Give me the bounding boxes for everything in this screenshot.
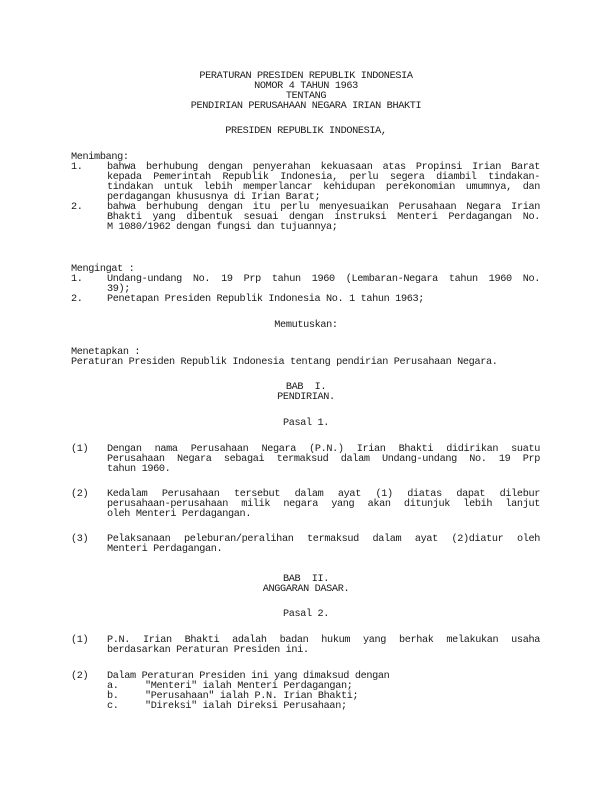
bab2-heading: BAB II. <box>282 574 330 585</box>
mengingat-1-num: 1. <box>71 274 83 285</box>
mengingat-1-line: Undang-undang No. 19 Prp tahun 1960 (Lembaran-Negara tahun 1960 No. <box>107 274 540 285</box>
bab2-title: ANGGARAN DASAR. <box>262 584 350 595</box>
pasal2-ayat2-sub-b-text: "Perusahaan" ialah P.N. Irian Bhakti; <box>145 691 359 702</box>
bab1-heading: BAB I. <box>285 382 327 393</box>
menimbang-1-line: perdagangan khususnya di Irian Barat; <box>107 192 321 203</box>
menimbang-1-num: 1. <box>71 162 83 173</box>
menimbang-2-num: 2. <box>71 202 83 213</box>
mengingat-2-num: 2. <box>71 294 83 305</box>
pasal2-ayat2-line: Dalam Peraturan Presiden ini yang dimaksud dengan <box>107 671 390 682</box>
pasal2-ayat2-sub-a-num: a. <box>107 681 119 692</box>
pasal1-ayat3-line: Menteri Perdagangan. <box>107 544 223 555</box>
pasal2-ayat1-num: (1) <box>71 635 89 646</box>
menimbang-1-line: tindakan untuk lebih memperlancar kehidupan perekonomian umumnya, dan <box>107 182 540 193</box>
pasal2-ayat2-sub-c-text: "Direksi" ialah Direksi Perusahaan; <box>145 701 347 712</box>
pasal2-ayat2-sub-a-text: "Menteri" ialah Menteri Perdagangan; <box>145 681 353 692</box>
pasal2-ayat2-sub-c-num: c. <box>107 701 119 712</box>
pasal1-ayat3-line: Pelaksanaan peleburan/peralihan termaksud dalam ayat (2)diatur oleh <box>107 534 540 545</box>
menimbang-label: Menimbang: <box>71 152 129 163</box>
mengingat-1-line: 39); <box>107 284 131 295</box>
menetapkan-label: Menetapkan : <box>71 347 141 358</box>
pasal2-ayat2-num: (2) <box>71 671 89 682</box>
pasal1-ayat2-num: (2) <box>71 489 89 500</box>
menetapkan-text: Peraturan Presiden Republik Indonesia tentang pendirian Perusahaan Negara. <box>71 357 498 368</box>
pasal1-ayat2-line: Kedalam Perusahaan tersebut dalam ayat (1) diatas dapat dilebur <box>107 489 540 500</box>
menimbang-1-line: kepada Pemerintah Republik Indonesia, perlu segera diambil tindakan- <box>107 172 540 183</box>
pasal1-heading: Pasal 1. <box>282 418 330 429</box>
bab1-title: PENDIRIAN. <box>277 392 335 403</box>
doc-tentang: TENTANG <box>285 91 327 102</box>
pasal1-ayat2-line: perusahaan-perusahaan milik negara yang akan ditunjuk lebih lanjut <box>107 499 540 510</box>
menimbang-2-line: bahwa berhubung dengan itu perlu menyesuaikan Perusahaan Negara Irian <box>107 202 540 213</box>
pasal1-ayat2-line: oleh Menteri Perdagangan. <box>107 509 252 520</box>
pasal1-ayat1-num: (1) <box>71 444 89 455</box>
pasal2-ayat1-line: P.N. Irian Bhakti adalah badan hukum yang berhak melakukan usaha <box>107 635 540 646</box>
pasal1-ayat3-num: (3) <box>71 534 89 545</box>
pasal2-ayat1-line: berdasarkan Peraturan Presiden ini. <box>107 645 309 656</box>
pasal1-ayat1-line: tahun 1960. <box>107 464 171 475</box>
doc-title: PERATURAN PRESIDEN REPUBLIK INDONESIA <box>199 71 413 82</box>
doc-issuer: PRESIDEN REPUBLIK INDONESIA, <box>225 126 387 137</box>
doc-number: NOMOR 4 TAHUN 1963 <box>254 81 358 92</box>
menimbang-2-line: M 1080/1962 dengan fungsi dan tujuannya; <box>107 222 338 233</box>
pasal2-ayat2-sub-b-num: b. <box>107 691 119 702</box>
pasal2-heading: Pasal 2. <box>282 609 330 620</box>
mengingat-2-line: Penetapan Presiden Republik Indonesia No. 1 tahun 1963; <box>107 294 424 305</box>
doc-subject: PENDIRIAN PERUSAHAAN NEGARA IRIAN BHAKTI <box>190 101 422 112</box>
memutuskan-heading: Memutuskan: <box>274 320 338 331</box>
mengingat-label: Mengingat : <box>71 264 135 275</box>
pasal1-ayat1-line: Perusahaan Negara sebagai termaksud dalam Undang-undang No. 19 Prp <box>107 454 540 465</box>
pasal1-ayat1-line: Dengan nama Perusahaan Negara (P.N.) Irian Bhakti didirikan suatu <box>107 444 540 455</box>
menimbang-2-line: Bhakti yang dibentuk sesuai dengan instruksi Menteri Perdagangan No. <box>107 212 540 223</box>
menimbang-1-line: bahwa berhubung dengan penyerahan kekuasaan atas Propinsi Irian Barat <box>107 162 540 173</box>
